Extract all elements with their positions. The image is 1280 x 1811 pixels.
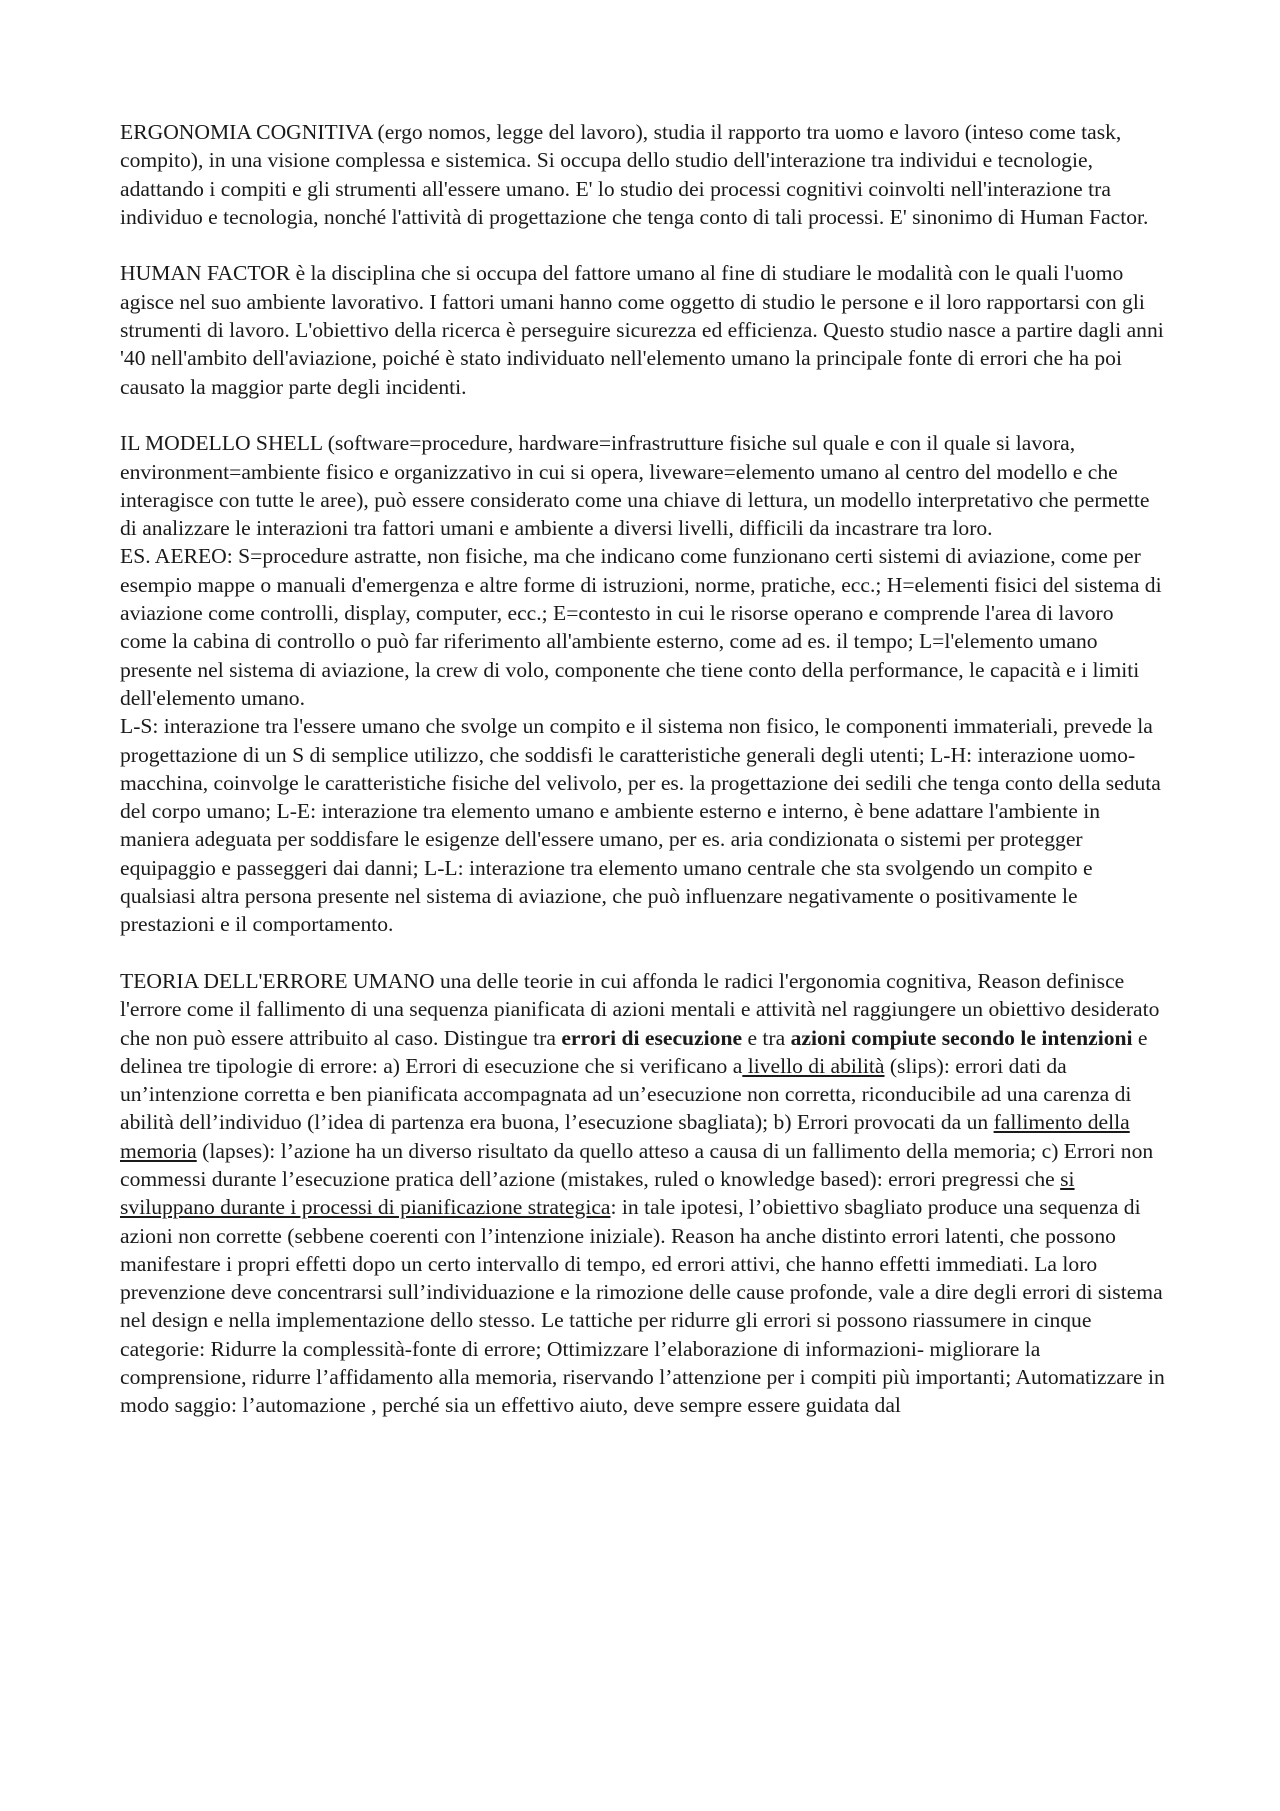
document-page (120, 118, 1165, 1420)
paragraph-es-aereo: ES. AEREO: S=procedure astratte, non fisiche, ma che indicano come funzionano certi sistemi di aviazione, come per esempio mappe o manuali d'emergenza e altre forme di istruzioni, norme, pratiche, ecc.; H=elementi fisici del sistema di aviazione come controlli, display, computer, ecc.; E=contesto in cui le risorse operano e comprende l'area di lavoro come la cabina di controllo o può far riferimento all'ambiente esterno, come ad es. il tempo; L=l'elemento umano presente nel sistema di aviazione, la crew di volo, componente che tiene conto della performance, le capacità e i limiti dell'elemento umano. (120, 544, 1162, 710)
paragraph-interazioni-shell: L-S: interazione tra l'essere umano che svolge un compito e il sistema non fisico, le componenti immateriali, prevede la progettazione di un S di semplice utilizzo, che soddisfi le caratteristiche generali degli utenti; L-H: interazione uomo-macchina, coinvolge le caratteristiche fisiche del velivolo, per es. la progettazione dei sedili che tenga conto della seduta del corpo umano; L-E: interazione tra elemento umano e ambiente esterno e interno, è bene adattare l'ambiente in maniera adeguata per soddisfare le esigenze dell'essere umano, per es. aria condizionata o sistemi per protegger equipaggio e passeggeri dai danni; L-L: interazione tra elemento umano centrale che sta svolgendo un compito e qualsiasi altra persona presente nel sistema di aviazione, che può influenzare negativamente o positivamente le prestazioni e il comportamento. (120, 714, 1161, 937)
text-run: e delinea tre tipologie di errore: a) Errori di esecuzione che si verificano a (120, 1025, 1148, 1078)
paragraph-human-factor: HUMAN FACTOR è la disciplina che si occupa del fattore umano al fine di studiare le modalità con le quali l'uomo agisce nel suo ambiente lavorativo. I fattori umani hanno come oggetto di studio le persone e il loro rapportarsi con gli strumenti di lavoro. L'obiettivo della ricerca è perseguire sicurezza ed efficienza. Questo studio nasce a partire dagli anni '40 nell'ambito dell'aviazione, poiché è stato individuato nell'elemento umano la principale fonte di errori che ha poi causato la maggior parte degli incidenti. (120, 261, 1164, 399)
paragraph-gap (120, 401, 1165, 429)
text-run: (lapses): l’azione ha un diverso risultato da quello atteso a causa di un fallimento della memoria; c) Errori non commessi durante l’esecuzione pratica dell’azione (mistakes, ruled o knowledge based): errori pregressi che (120, 1138, 1154, 1191)
paragraph-gap (120, 231, 1165, 259)
text-run: e tra (742, 1025, 791, 1050)
underlined-fallimento-memoria: fallimento della memoria (120, 1110, 1130, 1163)
paragraph-gap (120, 939, 1165, 967)
text-run: : in tale ipotesi, l’obiettivo sbagliato produce una sequenza di azioni non corrette (sebbene coerenti con l’intenzione iniziale). Reason ha anche distinto errori latenti, che possono manifestare i propri effetti dopo un certo intervallo di tempo, ed errori attivi, che hanno effetti immediati. La loro prevenzione deve concentrarsi sull’individuazione e la rimozione delle cause profonde, vale a dire degli errori di sistema nel design e nella implementazione dello stesso. Le tattiche per ridurre gli errori si possono riassumere in cinque categorie: Ridurre la complessità-fonte di errore; Ottimizzare l’elaborazione di informazioni- migliorare la comprensione, ridurre l’affidamento alla memoria, riservando l’attenzione per i compiti più importanti; Automatizzare in modo saggio: l’automazione , perché sia un effettivo aiuto, deve sempre essere guidata dal (120, 1195, 1165, 1418)
bold-term-azioni-compiute: azioni compiute secondo le intenzioni (790, 1025, 1133, 1050)
paragraph-teoria-errore-umano (120, 967, 1165, 1420)
underlined-pianificazione-strategica: si sviluppano durante i processi di pianificazione strategica (120, 1166, 1075, 1220)
bold-term-errori-di-esecuzione: errori di esecuzione (561, 1025, 743, 1050)
underlined-livello-di-abilita: livello di abilità (742, 1053, 885, 1078)
text-run: TEORIA DELL'ERRORE UMANO una delle teorie in cui affonda le radici l'ergonomia cognitiva, Reason definisce l'errore come il fallimento di una sequenza pianificata di azioni mentali e attività nel raggiungere un obiettivo desiderato che non può essere attribuito al caso. Distingue tra (120, 968, 1160, 1050)
paragraph-ergonomia-cognitiva: ERGONOMIA COGNITIVA (ergo nomos, legge del lavoro), studia il rapporto tra uomo e lavoro (inteso come task, compito), in una visione complessa e sistemica. Si occupa dello studio dell'interazione tra individui e tecnologie, adattando i compiti e gli strumenti all'essere umano. E' lo studio dei processi cognitivi coinvolti nell'interazione tra individuo e tecnologia, nonché l'attività di progettazione che tenga conto di tali processi. E' sinonimo di Human Factor. (120, 120, 1149, 229)
text-run: (slips): errori dati da un’intenzione corretta e ben pianificata accompagnata ad un’esecuzione non corretta, riconducibile ad una carenza di abilità dell’individuo (l’idea di partenza era buona, l’esecuzione sbagliata); b) Errori provocati da un (120, 1053, 1132, 1135)
paragraph-modello-shell: IL MODELLO SHELL (software=procedure, hardware=infrastrutture fisiche sul quale e con il quale si lavora, environment=ambiente fisico e organizzativo in cui si opera, liveware=elemento umano al centro del modello e che interagisce con tutte le aree), può essere considerato come una chiave di lettura, un modello interpretativo che permette di analizzare le interazioni tra fattori umani e ambiente a diversi livelli, difficili da incastrare tra loro. (120, 431, 1150, 541)
